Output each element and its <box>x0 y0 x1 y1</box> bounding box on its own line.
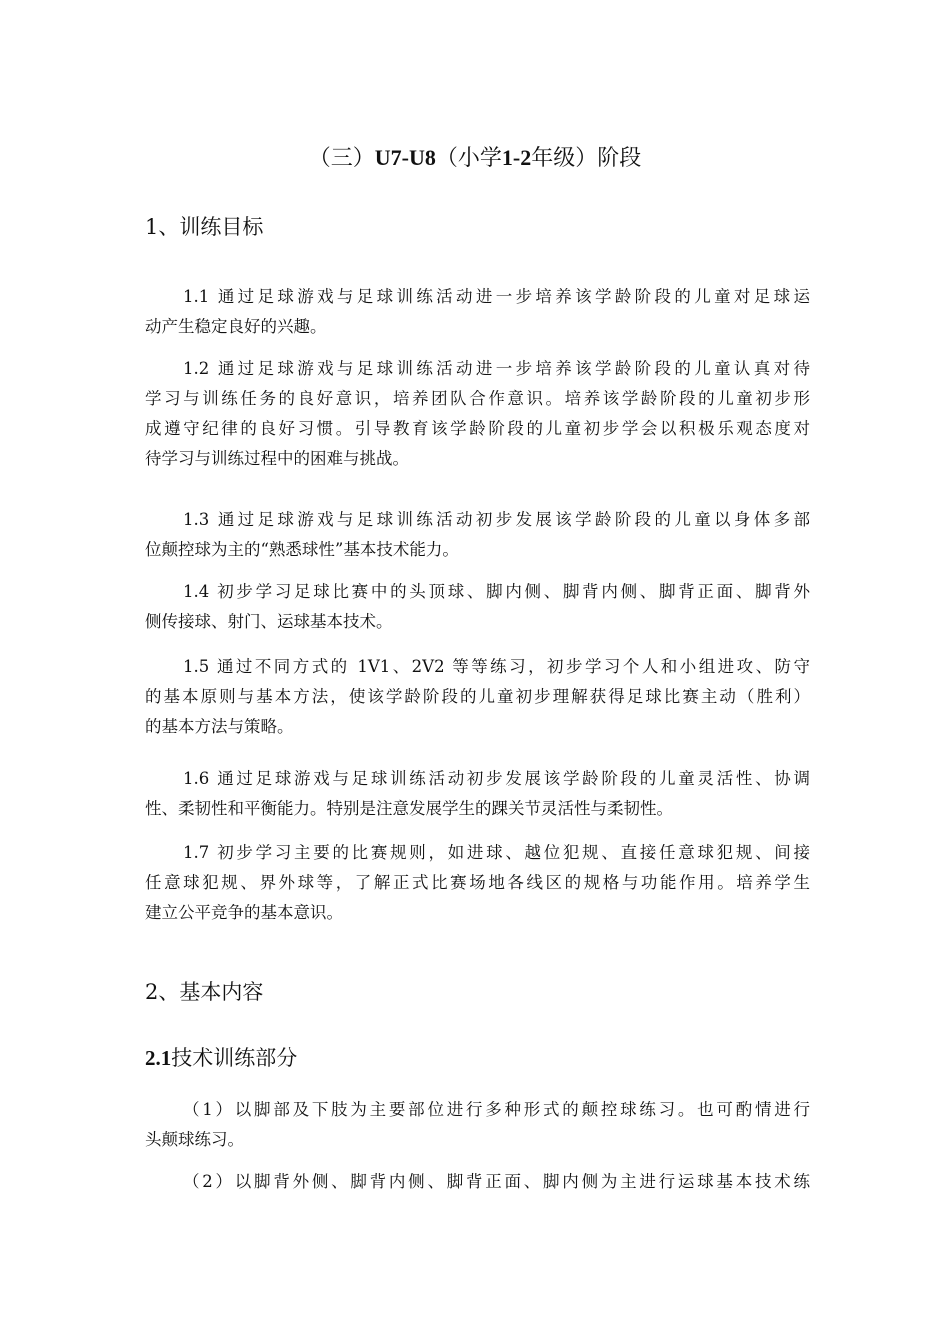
paragraph-line: 1.4 初步学习足球比赛中的头顶球、脚内侧、脚背内侧、脚背正面、脚背外 <box>183 582 810 601</box>
paragraph-line: 位颠控球为主的“熟悉球性”基本技术能力。 <box>145 540 459 559</box>
title-age-group: U7-U8 <box>374 145 436 170</box>
paragraph-line: 侧传接球、射门、运球基本技术。 <box>145 612 393 631</box>
goal-paragraph-1-1 <box>145 282 810 342</box>
paragraph-line: 待学习与训练过程中的困难与挑战。 <box>145 449 409 468</box>
paragraph-line: 学习与训练任务的良好意识，培养团队合作意识。培养该学龄阶段的儿童初步形 <box>145 389 810 408</box>
goal-paragraph-1-7 <box>145 838 810 928</box>
goal-paragraph-1-3 <box>145 505 810 565</box>
paragraph-line: 头颠球练习。 <box>145 1130 244 1149</box>
paragraph-line: 成遵守纪律的良好习惯。引导教育该学龄阶段的儿童初步学会以积极乐观态度对 <box>145 419 810 438</box>
goal-paragraph-1-6 <box>145 764 810 824</box>
paragraph-line: 任意球犯规、界外球等，了解正式比赛场地各线区的规格与功能作用。培养学生 <box>145 873 810 892</box>
page-title <box>0 142 950 175</box>
title-suffix: 年级）阶段 <box>531 146 642 171</box>
paragraph-line: 性、柔韧性和平衡能力。特别是注意发展学生的踝关节灵活性与柔韧性。 <box>145 799 673 818</box>
paragraph-line: （1）以脚部及下肢为主要部位进行多种形式的颠控球练习。也可酌情进行 <box>183 1100 810 1119</box>
paragraph-line: 的基本原则与基本方法，使该学龄阶段的儿童初步理解获得足球比赛主动（胜利） <box>145 687 810 706</box>
subsection-number: 2.1 <box>145 1046 172 1070</box>
paragraph-line: 建立公平竞争的基本意识。 <box>145 903 343 922</box>
paragraph-line: 动产生稳定良好的兴趣。 <box>145 317 327 336</box>
paragraph-line: 1.6 通过足球游戏与足球训练活动初步发展该学龄阶段的儿童灵活性、协调 <box>183 769 810 788</box>
paragraph-line: 1.7 初步学习主要的比赛规则，如进球、越位犯规、直接任意球犯规、间接 <box>183 843 810 862</box>
subsection-heading-technical-training <box>145 1043 297 1073</box>
paragraph-line: 1.5 通过不同方式的 1V1、2V2 等等练习，初步学习个人和小组进攻、防守 <box>183 657 810 676</box>
content-paragraph-1 <box>145 1095 810 1155</box>
goal-paragraph-1-4 <box>145 577 810 637</box>
title-prefix: （三） <box>308 146 375 171</box>
paragraph-line: 1.3 通过足球游戏与足球训练活动初步发展该学龄阶段的儿童以身体多部 <box>183 510 810 529</box>
paragraph-line: 1.1 通过足球游戏与足球训练活动进一步培养该学龄阶段的儿童对足球运 <box>183 287 810 306</box>
paragraph-line: 的基本方法与策略。 <box>145 717 294 736</box>
section-heading-basic-content: 2、基本内容 <box>145 980 264 1004</box>
content-paragraph-2 <box>145 1167 810 1197</box>
goal-paragraph-1-2 <box>145 354 810 474</box>
title-grade-range: 1-2 <box>501 145 532 170</box>
paragraph-line: （2）以脚背外侧、脚背内侧、脚背正面、脚内侧为主进行运球基本技术练 <box>183 1172 810 1191</box>
goal-paragraph-1-5 <box>145 652 810 742</box>
paragraph-line: 1.2 通过足球游戏与足球训练活动进一步培养该学龄阶段的儿童认真对待 <box>183 359 810 378</box>
title-middle: （小学 <box>435 146 502 171</box>
section-heading-training-goals: 1、训练目标 <box>145 215 264 239</box>
subsection-title: 技术训练部分 <box>171 1046 298 1070</box>
